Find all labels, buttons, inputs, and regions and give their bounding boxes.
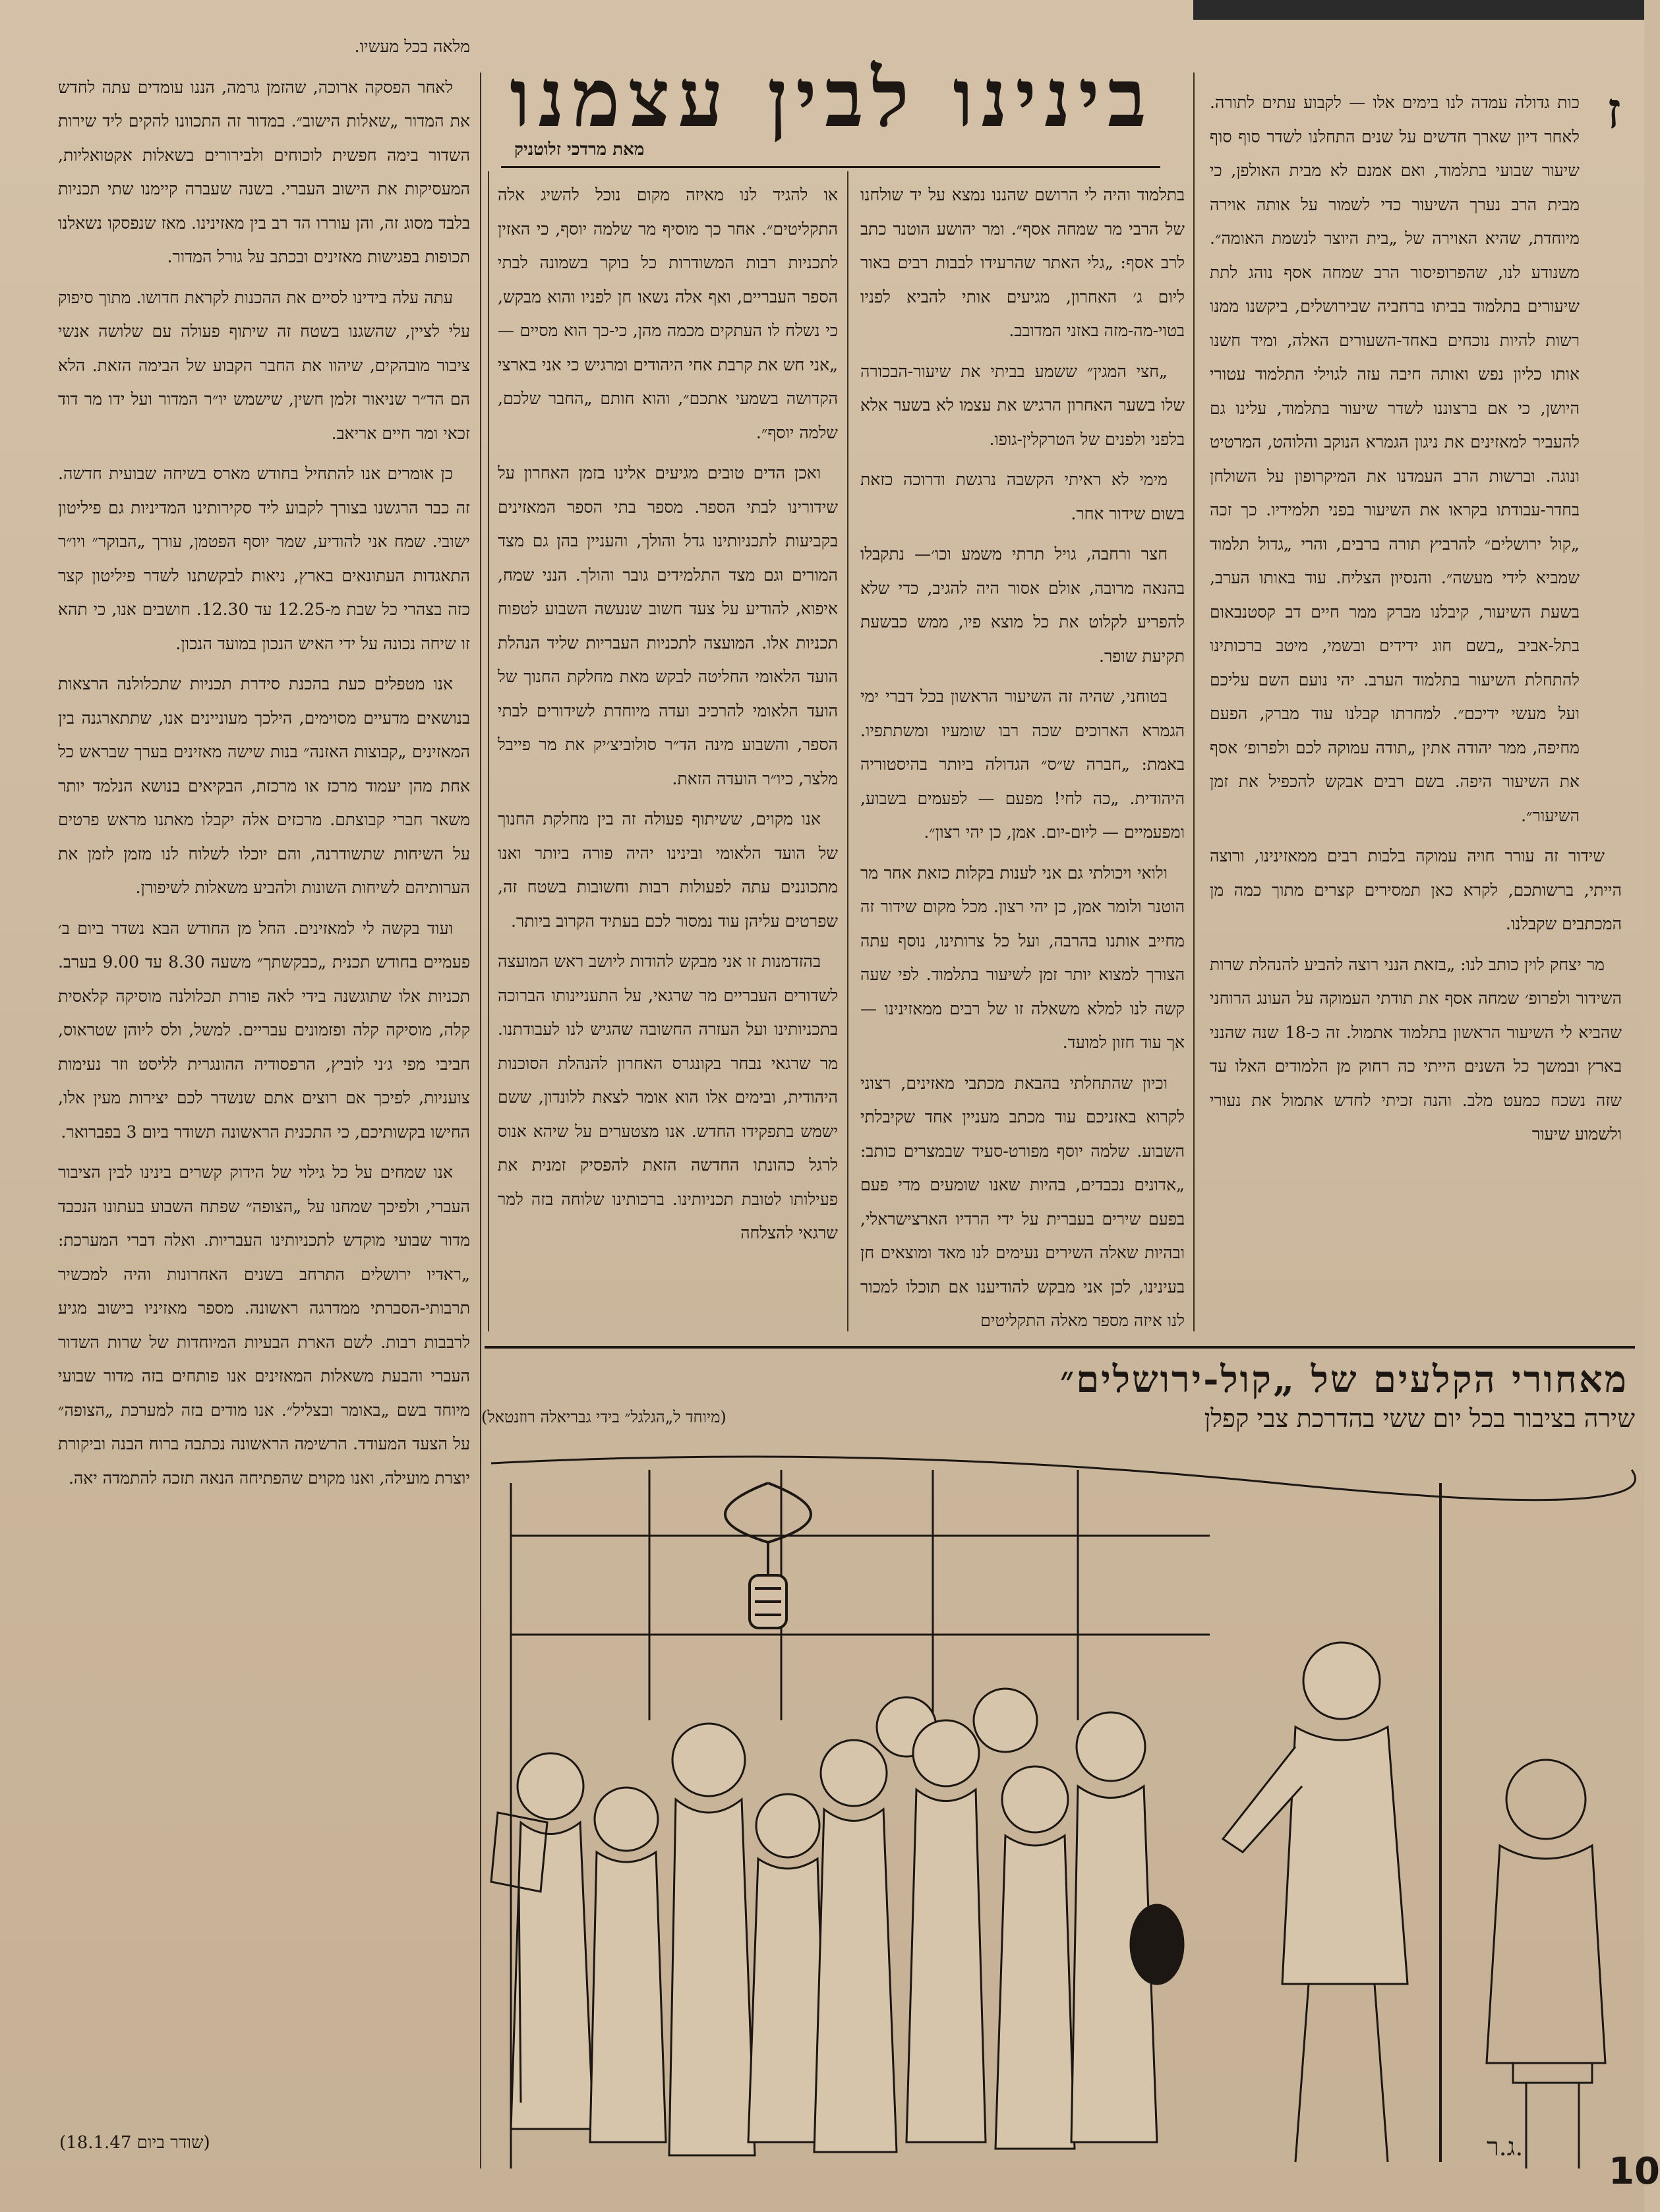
paragraph: חצר ורחבה, גויל תרתי משמע וכו׳— נתקבלו בהנאה מרובה, אולם אסור היה להגיב, כדי שלא להפריע לקלוט את כל מוצא פיו, ממש כבשעת תקיעת שופר. <box>860 544 1185 666</box>
column-divider <box>847 171 848 1331</box>
headline: בינינו לבין עצמנו <box>510 50 1154 145</box>
paragraph: ועוד בקשה לי למאזינים. החל מן החודש הבא נשדר ביום ב׳ פעמיים בחודש תכנית „כבקשתך״ משעה 8.30 עד 9.00 בערב. תכניות אלו שתוגשנה בידי לאה פורת תכלולנה מוסיקה קלאסית קלה, מוסיקה קלה ופזמונים עבריים. למשל, ולס ליוהן שטראוס, חביבי מפי ג׳ני לוביץ, הרפסודיה ההונגרית לליסט וזר נעימות צועניות, לפיכך אם רוצים אתם שנשדר לכם יצירות מעין אלו, החישו בקשותיכם, כי התכנית הראשונה תשודר ביום 3 בפברואר. <box>58 918 470 1142</box>
paragraph: מלאה בכל מעשיו. <box>354 37 470 56</box>
column-divider <box>480 73 481 2168</box>
illustration-credit: (מיוחד ל„הגלגל״ בידי גבריאלה רוזנטאל) <box>481 1408 726 1426</box>
illustration-title: מאחורי הקלעים של „קול-ירושלים״ <box>1059 1358 1628 1401</box>
broadcast-date: (שודר ביום 18.1.47) <box>59 2133 210 2153</box>
paragraph: בתלמוד והיה לי הרושם שהננו נמצא על יד שולחנו של הרבי מר שמחה אסף״. ומר יהושע הוטנר כתב לרב אסף: „גלי האתר שהרעידו לבבות רבים באור ליום ג׳ האחרון, מגיעים אותי להביא לפניו בטוי-מה-מזה באזני המדובב. <box>860 185 1185 340</box>
paragraph: אנו מקוים, ששיתוף פעולה זה בין מחלקת החנוך של הועד הלאומי ובינינו יהיה פורה ביותר ואנו מתכוננים עתה לפעולות רבות וחשובות בשטח זה, שפרטים עליהן עוד נמסור לכם בעתיד הקרוב ביותר. <box>498 809 838 931</box>
paragraph: אנו מטפלים כעת בהכנת סידרת תכניות שתכלולנה הרצאות בנושאים מדעיים מסוימים, הילכך מעוניינים אנו, שתתארגנה בין המאזינים „קבוצות האזנה״ בנות שישה מאזינים בערך שבראש כל אחת מהן יעמוד מרכז או מרכזת, הבקיאים בנושא הנלמד יותר משאר חברי קבוצתם. מרכזים אלה יקבלו מאתנו מראש פרטים על השיחות שתשודרנה, והם יוכלו לשלוח לנו מזמן לזמן את הערותיהם לשיחות השונות ולהביע משאלות לשיפורן. <box>58 674 470 897</box>
paragraph: וכיון שהתחלתי בהבאת מכתבי מאזינים, רצוני לקרוא באזניכם עוד מכתב מעניין אחד שקיבלתי השבוע. שלמה יוסף מפורט-סעיד שבמצרים כותב: „אדונים נכבדים, בהיות שאנו שומעים מדי פעם בפעם שירים בעברית על ידי הרדיו הארצישראלי, ובהיות שאלה השירים נעימים לנו מאד ומוצאים חן בעינינו, לכן אני מבקש להודיענו אם תוכלו למכור לנו איזה מספר מאלה התקליטים <box>860 1073 1185 1330</box>
article-column-2 <box>860 178 1185 1338</box>
paragraph: כן אומרים אנו להתחיל בחודש מארס בשיחה שבועית חדשה. זה כבר הרגשנו בצורך לקבוע ליד סקירותינו המדיניות גם פיליטון ישובי. שמח אני להודיע, שמר יוסף הפטמן, עורך „הבוקר״ ויו״ר התאגדות העתונאים בארץ, ניאות לבקשתנו לשדר פיליטון קצר כזה בצהרי כל שבת מ-12.25 עד 12.30. חושבים אנו, כי תהא זו שיחה נכונה על ידי האיש הנכון במועד הנכון. <box>58 464 470 653</box>
byline: מאת מרדכי זלוטניק <box>514 140 645 160</box>
singers-group <box>511 1689 1183 2155</box>
paragraph: ואכן הדים טובים מגיעים אלינו בזמן האחרון על שידורינו לבתי הספר. מספר בתי הספר המאזינים בקביעות לתכניותינו גדל והולך, והעניין בהן גם מצד המורים וגם מצד התלמידים גובר והולך. הנני שמח, איפוא, להודיע על צעד חשוב שנעשה השבוע לטפוח תכניות אלו. המועצה לתכניות העבריות שליד הנהלת הועד הלאומי החליטה לבקש מאת מחלקת החנוך של הועד הלאומי להרכיב ועדה מיוחדת לשידורים לבתי הספר, והשבוע מינה הד״ר סולוביצ׳יק את מר פייבל מלצר, כיו״ר הועדה הזאת. <box>498 463 838 788</box>
paragraph: מר יצחק לוין כותב לנו: „בזאת הנני רוצה להביע להנהלת שרות השידור ולפרופ׳ שמחה אסף את תודתי העמוקה על העונג הרוחני שהביא לי השיעור הראשון בתלמוד אתמול. זה כ-18 שנה שהנני בארץ ובמשך כל השנים הייתי כה רחוק מן הלמודים האלו עד שזה נשכח כמעט מלב. והנה זכיתי לחדש אתמול את נעורי ולשמוע שיעור <box>1210 954 1622 1144</box>
illustration-subtitle: שירה בציבור בכל יום ששי בהדרכת צבי קפלן <box>1204 1404 1635 1433</box>
column-divider <box>488 171 489 1331</box>
illustration-top-rule <box>485 1346 1635 1349</box>
paragraph: בטוחני, שהיה זה השיעור הראשון בכל דברי ימי הגמרא הארוכים שכה רבו שומעיו ומשתתפיו. באמת: „חברה ש״ס״ הגדולה ביותר בהיסטוריה היהודית. „כה לחי! מפעם — לפעמים בשבוע, ומפעמיים — ליום-יום. אמן, כן יהי רצון״. <box>860 687 1185 842</box>
microphone-icon <box>725 1483 811 1628</box>
article-column-3 <box>498 178 838 1338</box>
paragraph: עתה עלה בידינו לסיים את ההכנות לקראת חדושו. מתוך סיפוק עלי לציין, שהשגנו בשטח זה שיתוף פעולה עם שלושה אנשי ציבור מובהקים, שיהוו את החבר הקבוע של הבימה הזאת. הלא הם הד״ר שניאור זלמן חשין, שישמש יו״ר המדור ועל ידו מר דוד זכאי ומר חיים אריאב. <box>58 287 470 443</box>
illustrator-signature: ג.ר. <box>1487 2132 1524 2161</box>
paragraph: אנו שמחים על כל גילוי של הידוק קשרים בינינו לבין הציבור העברי, ולפיכך שמחנו על „הצופה״ שפתח השבוע בעתונו הנכבד מדור שבועי מוקדש לתכניותינו העבריות. ואלה דברי המערכת: „ראדיו ירושלים התרחב בשנים האחרונות והיה למכשיר תרבותי-הסברתי ממדרגה ראשונה. מספר מאזיניו בישוב מגיע לרבבות רבות. לשם הארת הבעיות המיוחדות של שרות השדור העברי והבעת משאלות המאזינים אנו פותחים בזה מדור שבועי מיוחד בשם „באומר ובצליל״. אנו מודים בזה למערכת „הצופה״ על הצעד המעודד. הרשימה הראשונה נכתבה ברוח הבנה וביקורת יוצרת מועילה, ואנו מקוים שהפתיחה הנאה תזכה להתמדה יאה. <box>58 1163 470 1488</box>
headline-rule <box>501 166 1160 168</box>
paragraph: ולואי ויכולתי גם אני לענות בקלות כזאת אחר מר הוטנר ולומר אמן, כן יהי רצון. מכל מקום שידור זה מחייב אותנו בהרבה, ועל כל צרותינו, נוסף עתה הצורך למצוא יותר זמן לשיעור בתלמוד. לפי שעה קשה לנו למלא משאלה זו של רבים ממאזינינו — אך עוד חזון למועד. <box>860 863 1185 1052</box>
paragraph: או להגיד לנו מאיזה מקום נוכל להשיג אלה התקליטים״. אחר כך מוסיף מר שלמה יוסף, כי האזין לתכניות רבות המשודרות כל בוקר בשמונה לבתי הספר העבריים, ואף אלה נשאו חן לפניו והוא מבקש, כי נשלח לו העתקים מכמה מהן, כי-כך הוא מסיים — „אני חש את קרבת אחי היהודים ומרגיש כי אני בארצי הקדושה בשמעי אתכם״, והוא חותם „החבר שלכם, שלמה יוסף״. <box>498 185 838 442</box>
paragraph: מימי לא ראיתי הקשבה נרגשת ודרוכה כזאת בשום שידור אחר. <box>860 470 1185 523</box>
paragraph: שידור זה עורר חויה עמוקה בלבות רבים ממאזינינו, ורוצה הייתי, ברשותכם, לקרא כאן תמסירים קצרים מתוך כמה מן המכתבים שקבלנו. <box>1210 846 1622 933</box>
paragraph: בהזדמנות זו אני מבקש להודות ליושב ראש המועצה לשדורים העבריים מר שרגאי, על התעניינותו הברוכה בתכניותינו ועל העזרה החשובה שהגיש לנו לעבודתנו. מר שרגאי נבחר בקונגרס האחרון להנהלת הסוכנות היהודית, ובימים אלו הוא אומר לצאת ללונדון, ששם ישמש בתפקידו החדש. אנו מצטערים על שיהא אנוס לרגל כהונתו החדשה הזאת להפסיק זמנית את פעילותו לטובת תכניותינו. ברכותינו שלוחה בזה למר שרגאי להצלחה <box>498 952 838 1242</box>
article-column-4 <box>58 30 470 2126</box>
drop-cap: ז <box>1607 81 1621 140</box>
conductor-figure <box>1223 1643 1408 2162</box>
choir-illustration <box>485 1443 1635 2178</box>
paragraph: לאחר הפסקה ארוכה, שהזמן גרמה, הננו עומדים עתה לחדש את המדור „שאלות הישוב״. במדור זה התכוונו להקים ליד שירות השדור בימה חפשית לוכוחים ולבירורים בשאלות אקטואליות, המעסיקות את הישוב העברי. בשנה שעברה קיימנו שתי תכניות בלבד מסוג זה, והן עוררו הד רב בין מאזינינו. מאז שנפסקו נשאלנו תכופות בפגישות מאזינים ובכתב על גורל המדור. <box>58 77 470 266</box>
page-number: 10 <box>1609 2150 1660 2193</box>
top-edge-bar <box>1193 0 1644 20</box>
paragraph: „חצי המגין״ ששמע בביתי את שיעור-הבכורה שלו בשער האחרון הרגיש את עצמו לא בשער אלא בלפני ולפנים של הטרקלין-גופו. <box>860 361 1185 449</box>
paragraph: כות גדולה עמדה לנו בימים אלו — לקבוע עתים לתורה. לאחר דיון שארך חדשים על שנים התחלנו לשדר סוף סוף שיעור שבועי בתלמוד, ואם אמנם לא מבית האולפן, כי מבית הרב נערך השיעור כדי לשמור על אותה אוירה מיוחדת, שהיא האוירה של „בית היוצר לנשמת האומה״. משנודע לנו, שהפרופיסור הרב שמחה אסף נוהג לתת שיעורים בתלמוד בביתו ברחביה שבירושלים, ביקשנו ממנו רשות להיות נוכחים באחד-השעורים האלה, ומיד חשנו אותו כליון נפש ואותה חיבה עזה לגוילי התלמוד עטורי היושן, כי אם ברצוננו לשדר שיעור בתלמוד, עלינו גם להעביר למאזינים את ניגון הגמרא הנוקב והלוהט, המרטיט ונוגה. וברשות הרב העמדנו את המיקרופון על השולחן בחדר-עבודתו בקראו את השיעור בפני תלמידיו. כך זכה „קול ירושלים״ להרביץ תורה ברבים, והרי „גדול תלמוד שמביא לידי מעשה״. והנסיון הצליח. עוד באותו הערב, בשעת השיעור, קיבלנו מברק ממר חיים דב קסטנבאום בתל-אביב „בשם חוג ידידים ובשמי, מיטב ברכותינו להתחלת השיעור בתלמוד הערב. יהי נועם השם עליכם ועל מעשי ידיכם״. למחרתו קבלנו עוד מברק, הפעם מחיפה, ממר יהודה אתין „תודה עמוקה לכם ולפרופ׳ אסף את השיעור היפה. בשם רבים אבקש להכפיל את זמן השיעור״. <box>1210 93 1580 825</box>
pianist-figure <box>1487 1760 1605 2168</box>
article-column-1 <box>1210 86 1622 1338</box>
column-divider <box>1193 73 1195 1331</box>
